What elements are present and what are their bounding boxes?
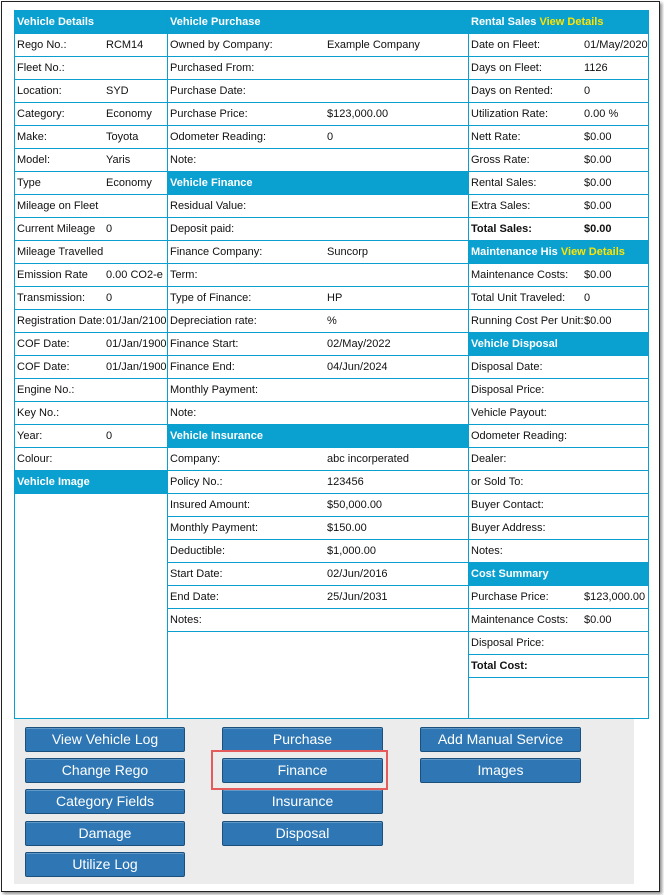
table-row	[469, 609, 648, 632]
insurance-button[interactable]: Insurance	[222, 789, 383, 814]
row-value: 0.00 %	[584, 108, 619, 120]
row-label: Transmission:	[17, 292, 86, 304]
table-row	[469, 149, 648, 172]
table-row	[469, 310, 648, 333]
table-row	[15, 80, 167, 103]
row-label: Category:	[17, 108, 65, 120]
vehicle-details-header: Vehicle Details	[15, 11, 167, 34]
row-value: $1,000.00	[327, 545, 376, 557]
table-row	[469, 80, 648, 103]
row-value: 02/Jun/2016	[327, 568, 388, 580]
row-value: Yaris	[106, 154, 131, 166]
row-label: Purchased From:	[170, 62, 255, 74]
row-value: 25/Jun/2031	[327, 591, 388, 603]
row-label: Days on Rented:	[471, 85, 553, 97]
table-row	[15, 103, 167, 126]
row-label: Gross Rate:	[471, 154, 530, 166]
table-row	[168, 103, 468, 126]
images-button[interactable]: Images	[420, 758, 581, 783]
table-row	[15, 310, 167, 333]
row-label: Days on Fleet:	[471, 62, 542, 74]
row-label: Rental Sales:	[471, 177, 537, 189]
row-value: 01/Jan/1900	[106, 361, 167, 373]
row-value: $123,000.00	[584, 591, 646, 603]
row-label: Registration Date:	[17, 315, 106, 327]
table-row	[15, 57, 167, 80]
row-value: 123456	[327, 476, 364, 488]
cost-summary-header: Cost Summary	[469, 563, 648, 586]
table-row	[15, 172, 167, 195]
table-row	[15, 241, 167, 264]
vehicle-details-column	[14, 10, 168, 719]
row-label: Mileage on Fleet	[17, 200, 99, 212]
finance-button[interactable]: Finance	[222, 758, 383, 783]
table-row	[168, 126, 468, 149]
row-label: Maintenance Costs:	[471, 614, 569, 626]
maintenance-header: Maintenance His View Details	[469, 241, 648, 264]
vehicle-insurance-rows	[168, 448, 468, 632]
row-label: Company:	[170, 453, 221, 465]
row-value: 1126	[584, 62, 608, 74]
table-row	[15, 264, 167, 287]
row-label: Total Cost:	[471, 660, 528, 672]
table-row	[168, 149, 468, 172]
table-row	[15, 379, 167, 402]
row-label: Purchase Date:	[170, 85, 246, 97]
row-label: Date on Fleet:	[471, 39, 541, 51]
table-row	[469, 264, 648, 287]
row-value: 0	[584, 292, 591, 304]
table-row	[469, 540, 648, 563]
row-value: $50,000.00	[327, 499, 383, 511]
table-row	[168, 586, 468, 609]
row-label: Note:	[170, 154, 197, 166]
table-row	[15, 126, 167, 149]
row-label: or Sold To:	[471, 476, 524, 488]
row-label: Key No.:	[17, 407, 60, 419]
row-value: 02/May/2022	[327, 338, 391, 350]
table-row	[469, 218, 648, 241]
table-row	[469, 356, 648, 379]
table-row	[168, 540, 468, 563]
row-label: Purchase Price:	[471, 591, 549, 603]
row-value: 0	[327, 131, 334, 143]
row-label: Deductible:	[170, 545, 226, 557]
row-label: Type of Finance:	[170, 292, 252, 304]
row-label: Monthly Payment:	[170, 384, 259, 396]
table-row	[168, 310, 468, 333]
row-label: Notes:	[471, 545, 503, 557]
row-label: Emission Rate	[17, 269, 88, 281]
row-label: End Date:	[170, 591, 219, 603]
row-value: %	[327, 315, 337, 327]
add-manual-service-button[interactable]: Add Manual Service	[420, 727, 581, 752]
table-row	[15, 402, 167, 425]
vehicle-purchase-rows	[168, 34, 468, 172]
row-label: Mileage Travelled	[17, 246, 104, 258]
row-label: Rego No.:	[17, 39, 67, 51]
table-row	[168, 356, 468, 379]
table-row	[15, 356, 167, 379]
table-row	[469, 402, 648, 425]
row-value: 04/Jun/2024	[327, 361, 388, 373]
vehicle-disposal-rows	[469, 356, 648, 563]
row-label: Notes:	[170, 614, 202, 626]
change-rego-button[interactable]: Change Rego	[25, 758, 185, 783]
table-row	[469, 517, 648, 540]
cost-summary-rows	[469, 586, 648, 678]
table-row	[168, 563, 468, 586]
vehicle-purchase-column	[167, 10, 469, 719]
row-value: $0.00	[584, 269, 612, 281]
table-row	[168, 402, 468, 425]
table-row	[168, 287, 468, 310]
row-label: Note:	[170, 407, 197, 419]
row-value: SYD	[106, 85, 129, 97]
row-label: Monthly Payment:	[170, 522, 259, 534]
vehicle-image-header: Vehicle Image	[15, 471, 167, 494]
table-row	[15, 448, 167, 471]
table-row	[469, 172, 648, 195]
row-label: Dealer:	[471, 453, 507, 465]
row-label: Colour:	[17, 453, 53, 465]
table-row	[15, 195, 167, 218]
row-value: $150.00	[327, 522, 367, 534]
row-label: Deposit paid:	[170, 223, 235, 235]
row-label: Fleet No.:	[17, 62, 65, 74]
row-value: 0	[584, 85, 591, 97]
row-value: 0	[106, 223, 113, 235]
row-value: Economy	[106, 177, 152, 189]
row-label: COF Date:	[17, 338, 70, 350]
table-row	[15, 333, 167, 356]
row-value: 0	[106, 430, 113, 442]
row-label: Disposal Date:	[471, 361, 543, 373]
table-row	[469, 379, 648, 402]
damage-button[interactable]: Damage	[25, 821, 185, 846]
table-row	[168, 34, 468, 57]
row-value: $0.00	[584, 223, 612, 235]
row-label: Odometer Reading:	[471, 430, 567, 442]
row-label: Owned by Company:	[170, 39, 273, 51]
row-value: HP	[327, 292, 343, 304]
table-row	[168, 609, 468, 632]
disposal-button[interactable]: Disposal	[222, 821, 383, 846]
row-value: $0.00	[584, 200, 612, 212]
row-label: Depreciation rate:	[170, 315, 257, 327]
table-row	[469, 632, 648, 655]
row-label: Type	[17, 177, 41, 189]
rental-view-details-link[interactable]: View Details	[539, 16, 604, 28]
maintenance-view-details-link[interactable]: View Details	[560, 246, 625, 258]
row-label: Current Mileage	[17, 223, 96, 235]
table-row	[168, 471, 468, 494]
table-row	[469, 126, 648, 149]
row-value: 0	[106, 292, 113, 304]
row-label: Running Cost Per Unit:	[471, 315, 584, 327]
table-row	[15, 287, 167, 310]
view-vehicle-log-button[interactable]: View Vehicle Log	[25, 727, 185, 752]
row-label: Total Unit Traveled:	[471, 292, 566, 304]
row-label: Location:	[17, 85, 62, 97]
row-label: Year:	[17, 430, 43, 442]
table-row	[469, 34, 648, 57]
table-row	[168, 57, 468, 80]
row-value: 01/Jan/1900	[106, 338, 167, 350]
row-value: Suncorp	[327, 246, 368, 258]
table-row	[469, 448, 648, 471]
row-value: $0.00	[584, 315, 612, 327]
finance-highlight-box	[211, 750, 388, 790]
row-label: Buyer Contact:	[471, 499, 544, 511]
row-value: $0.00	[584, 177, 612, 189]
row-value: $123,000.00	[327, 108, 389, 120]
purchase-button[interactable]: Purchase	[222, 727, 383, 752]
row-label: Extra Sales:	[471, 200, 531, 212]
table-row	[168, 241, 468, 264]
row-label: Policy No.:	[170, 476, 223, 488]
table-row	[469, 287, 648, 310]
table-row	[469, 103, 648, 126]
vehicle-finance-header: Vehicle Finance	[168, 172, 468, 195]
table-row	[15, 149, 167, 172]
row-label: Make:	[17, 131, 47, 143]
table-row	[469, 586, 648, 609]
table-row	[168, 379, 468, 402]
row-label: Disposal Price:	[471, 637, 545, 649]
vehicle-disposal-header: Vehicle Disposal	[469, 333, 648, 356]
table-row	[469, 494, 648, 517]
row-label: Maintenance Costs:	[471, 269, 569, 281]
row-label: COF Date:	[17, 361, 70, 373]
rental-sales-header: Rental Sales View Details	[469, 11, 648, 34]
row-label: Odometer Reading:	[170, 131, 266, 143]
table-row	[469, 195, 648, 218]
table-row	[168, 333, 468, 356]
table-row	[469, 425, 648, 448]
table-row	[168, 517, 468, 540]
table-row	[15, 218, 167, 241]
vehicle-details-rows	[15, 34, 167, 471]
row-label: Purchase Price:	[170, 108, 248, 120]
table-row	[469, 655, 648, 678]
row-value: RCM14	[106, 39, 144, 51]
row-value: $0.00	[584, 131, 612, 143]
row-value: 01/May/2020	[584, 39, 648, 51]
table-row	[168, 195, 468, 218]
row-value: Toyota	[106, 131, 139, 143]
maintenance-rows	[469, 264, 648, 333]
vehicle-insurance-header: Vehicle Insurance	[168, 425, 468, 448]
row-label: Model:	[17, 154, 51, 166]
row-label: Finance Start:	[170, 338, 239, 350]
vehicle-purchase-header: Vehicle Purchase	[168, 11, 468, 34]
rental-sales-column	[468, 10, 649, 719]
table-row	[168, 80, 468, 103]
table-row	[168, 264, 468, 287]
rental-sales-rows	[469, 34, 648, 241]
row-value: Economy	[106, 108, 152, 120]
row-value: $0.00	[584, 614, 612, 626]
row-value: abc incorperated	[327, 453, 409, 465]
row-label: Finance End:	[170, 361, 235, 373]
row-label: Total Sales:	[471, 223, 532, 235]
row-label: Term:	[170, 269, 198, 281]
utilize-log-button[interactable]: Utilize Log	[25, 852, 185, 877]
table-row	[469, 471, 648, 494]
table-row	[15, 34, 167, 57]
row-label: Disposal Price:	[471, 384, 545, 396]
row-value: $0.00	[584, 154, 612, 166]
row-label: Nett Rate:	[471, 131, 521, 143]
table-row	[469, 57, 648, 80]
category-fields-button[interactable]: Category Fields	[25, 789, 185, 814]
table-row	[15, 425, 167, 448]
vehicle-finance-rows	[168, 195, 468, 425]
row-value: 01/Jan/2100	[106, 315, 167, 327]
row-label: Insured Amount:	[170, 499, 251, 511]
row-value: 0.00 CO2-e	[106, 269, 163, 281]
row-label: Engine No.:	[17, 384, 75, 396]
row-label: Start Date:	[170, 568, 223, 580]
table-row	[168, 218, 468, 241]
row-value: Example Company	[327, 39, 420, 51]
row-label: Finance Company:	[170, 246, 263, 258]
row-label: Utilization Rate:	[471, 108, 549, 120]
row-label: Vehicle Payout:	[471, 407, 547, 419]
row-label: Buyer Address:	[471, 522, 546, 534]
row-label: Residual Value:	[170, 200, 247, 212]
table-row	[168, 448, 468, 471]
table-row	[168, 494, 468, 517]
